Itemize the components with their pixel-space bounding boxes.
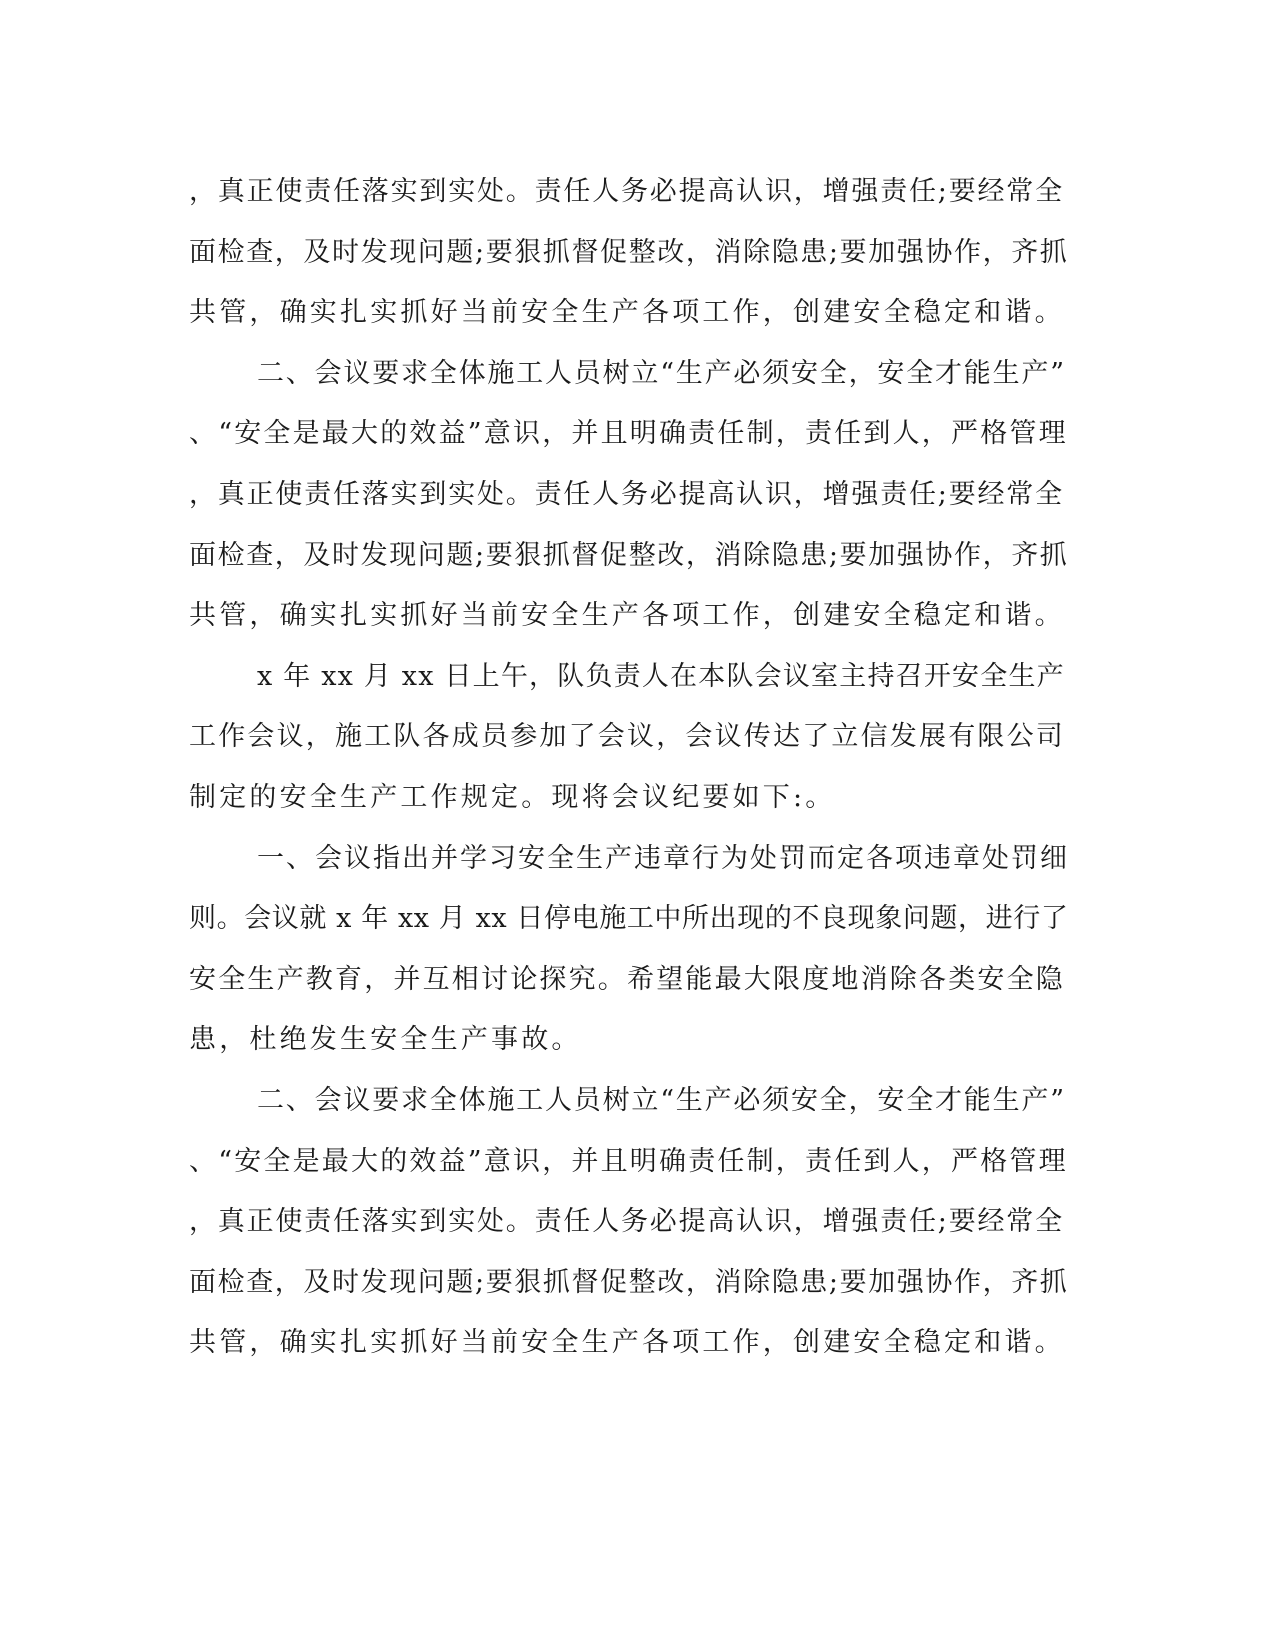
text-line: ，真正使责任落实到实处。责任人务必提高认识，增强责任;要经常全 — [189, 1206, 1064, 1238]
text-line: 面检查，及时发现问题;要狠抓督促整改，消除隐患;要加强协作，齐抓 — [189, 1266, 1069, 1298]
text-line: 共管，确实扎实抓好当前安全生产各项工作，创建安全稳定和谐。 — [189, 600, 1065, 632]
paragraph-start-line: 二、会议要求全体施工人员树立“生产必须安全，安全才能生产” — [257, 1084, 1066, 1116]
text-line: 工作会议，施工队各成员参加了会议，会议传达了立信发展有限公司 — [189, 721, 1065, 753]
text-line: ，真正使责任落实到实处。责任人务必提高认识，增强责任;要经常全 — [189, 478, 1064, 510]
text-line: 共管，确实扎实抓好当前安全生产各项工作，创建安全稳定和谐。 — [189, 297, 1065, 329]
text-line: 、“安全是最大的效益”意识，并且明确责任制，责任到人，严格管理 — [189, 1145, 1068, 1177]
text-line: 安全生产教育，并互相讨论探究。希望能最大限度地消除各类安全隐 — [189, 963, 1065, 995]
paragraph-start-line: 一、会议指出并学习安全生产违章行为处罚而定各项违章处罚细 — [257, 842, 1069, 874]
text-line: 制定的安全生产工作规定。现将会议纪要如下:。 — [189, 781, 836, 813]
text-line: 则。会议就 x 年 xx 月 xx 日停电施工中所出现的不良现象问题，进行了 — [189, 903, 1069, 935]
text-line: 面检查，及时发现问题;要狠抓督促整改，消除隐患;要加强协作，齐抓 — [189, 539, 1069, 571]
text-line: 、“安全是最大的效益”意识，并且明确责任制，责任到人，严格管理 — [189, 418, 1068, 450]
paragraph-start-line: 二、会议要求全体施工人员树立“生产必须安全，安全才能生产” — [257, 357, 1066, 389]
paragraph-start-line: x 年 xx 月 xx 日上午，队负责人在本队会议室主持召开安全生产 — [257, 660, 1065, 692]
text-line: 患，杜绝发生安全生产事故。 — [189, 1024, 582, 1056]
text-line: ，真正使责任落实到实处。责任人务必提高认识，增强责任;要经常全 — [189, 176, 1064, 207]
text-line: 共管，确实扎实抓好当前安全生产各项工作，创建安全稳定和谐。 — [189, 1327, 1065, 1359]
text-line: 面检查，及时发现问题;要狠抓督促整改，消除隐患;要加强协作，齐抓 — [189, 236, 1069, 268]
document-body — [189, 162, 1069, 1374]
